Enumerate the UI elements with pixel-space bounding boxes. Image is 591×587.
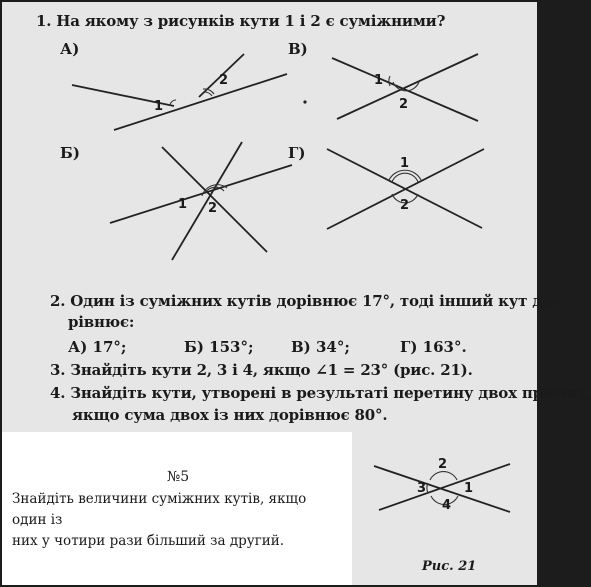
figure-21 — [2, 2, 537, 585]
angle-mark-2: 2 — [399, 97, 409, 112]
answer-option-v: В) 34°; — [291, 338, 350, 356]
question-4-line-1: 4. Знайдіть кути, утворені в результаті перетину двох прямих, — [50, 384, 591, 402]
figure-label-v: В) — [288, 40, 308, 58]
question-2-line-2: рівнює: — [68, 313, 135, 331]
task-5-number: №5 — [167, 469, 190, 485]
fig21-mark-1: 1 — [464, 481, 474, 496]
angle-mark-1: 1 — [400, 156, 410, 171]
figure-label-b: Б) — [60, 144, 80, 162]
figure-21-caption: Рис. 21 — [422, 559, 477, 574]
answer-option-b: Б) 153°; — [184, 338, 254, 356]
task-5-line-1: Знайдіть величини суміжних кутів, якщо один із — [12, 491, 307, 528]
answer-option-a: А) 17°; — [68, 338, 127, 356]
angle-mark-2: 2 — [219, 73, 229, 88]
fig21-mark-2: 2 — [438, 457, 448, 472]
angle-mark-1: 1 — [154, 99, 164, 114]
fig21-mark-4: 4 — [442, 498, 452, 513]
question-2-line-1: 2. Один із суміжних кутів дорівнює 17°, тоді інший кут до- — [50, 292, 558, 310]
answer-option-g: Г) 163°. — [400, 338, 467, 356]
question-1-title: 1. На якому з рисунків кути 1 і 2 є суміжними? — [36, 12, 446, 30]
angle-arc — [427, 483, 428, 493]
angle-arc — [430, 472, 457, 480]
question-4-line-2: якщо сума двох із них дорівнює 80°. — [72, 406, 388, 424]
worksheet-page — [2, 2, 591, 585]
angle-mark-1: 1 — [374, 73, 384, 88]
figure-label-g: Г) — [288, 144, 306, 162]
angle-mark-2: 2 — [400, 198, 410, 213]
angle-mark-1: 1 — [178, 197, 188, 212]
figure-label-a: А) — [60, 40, 80, 58]
fig21-mark-3: 3 — [417, 481, 427, 496]
task-5-line-2: них у чотири рази більший за другий. — [12, 533, 285, 549]
question-3: 3. Знайдіть кути 2, 3 і 4, якщо ∠1 = 23° (рис. 21). — [50, 361, 473, 379]
angle-mark-2: 2 — [208, 201, 218, 216]
